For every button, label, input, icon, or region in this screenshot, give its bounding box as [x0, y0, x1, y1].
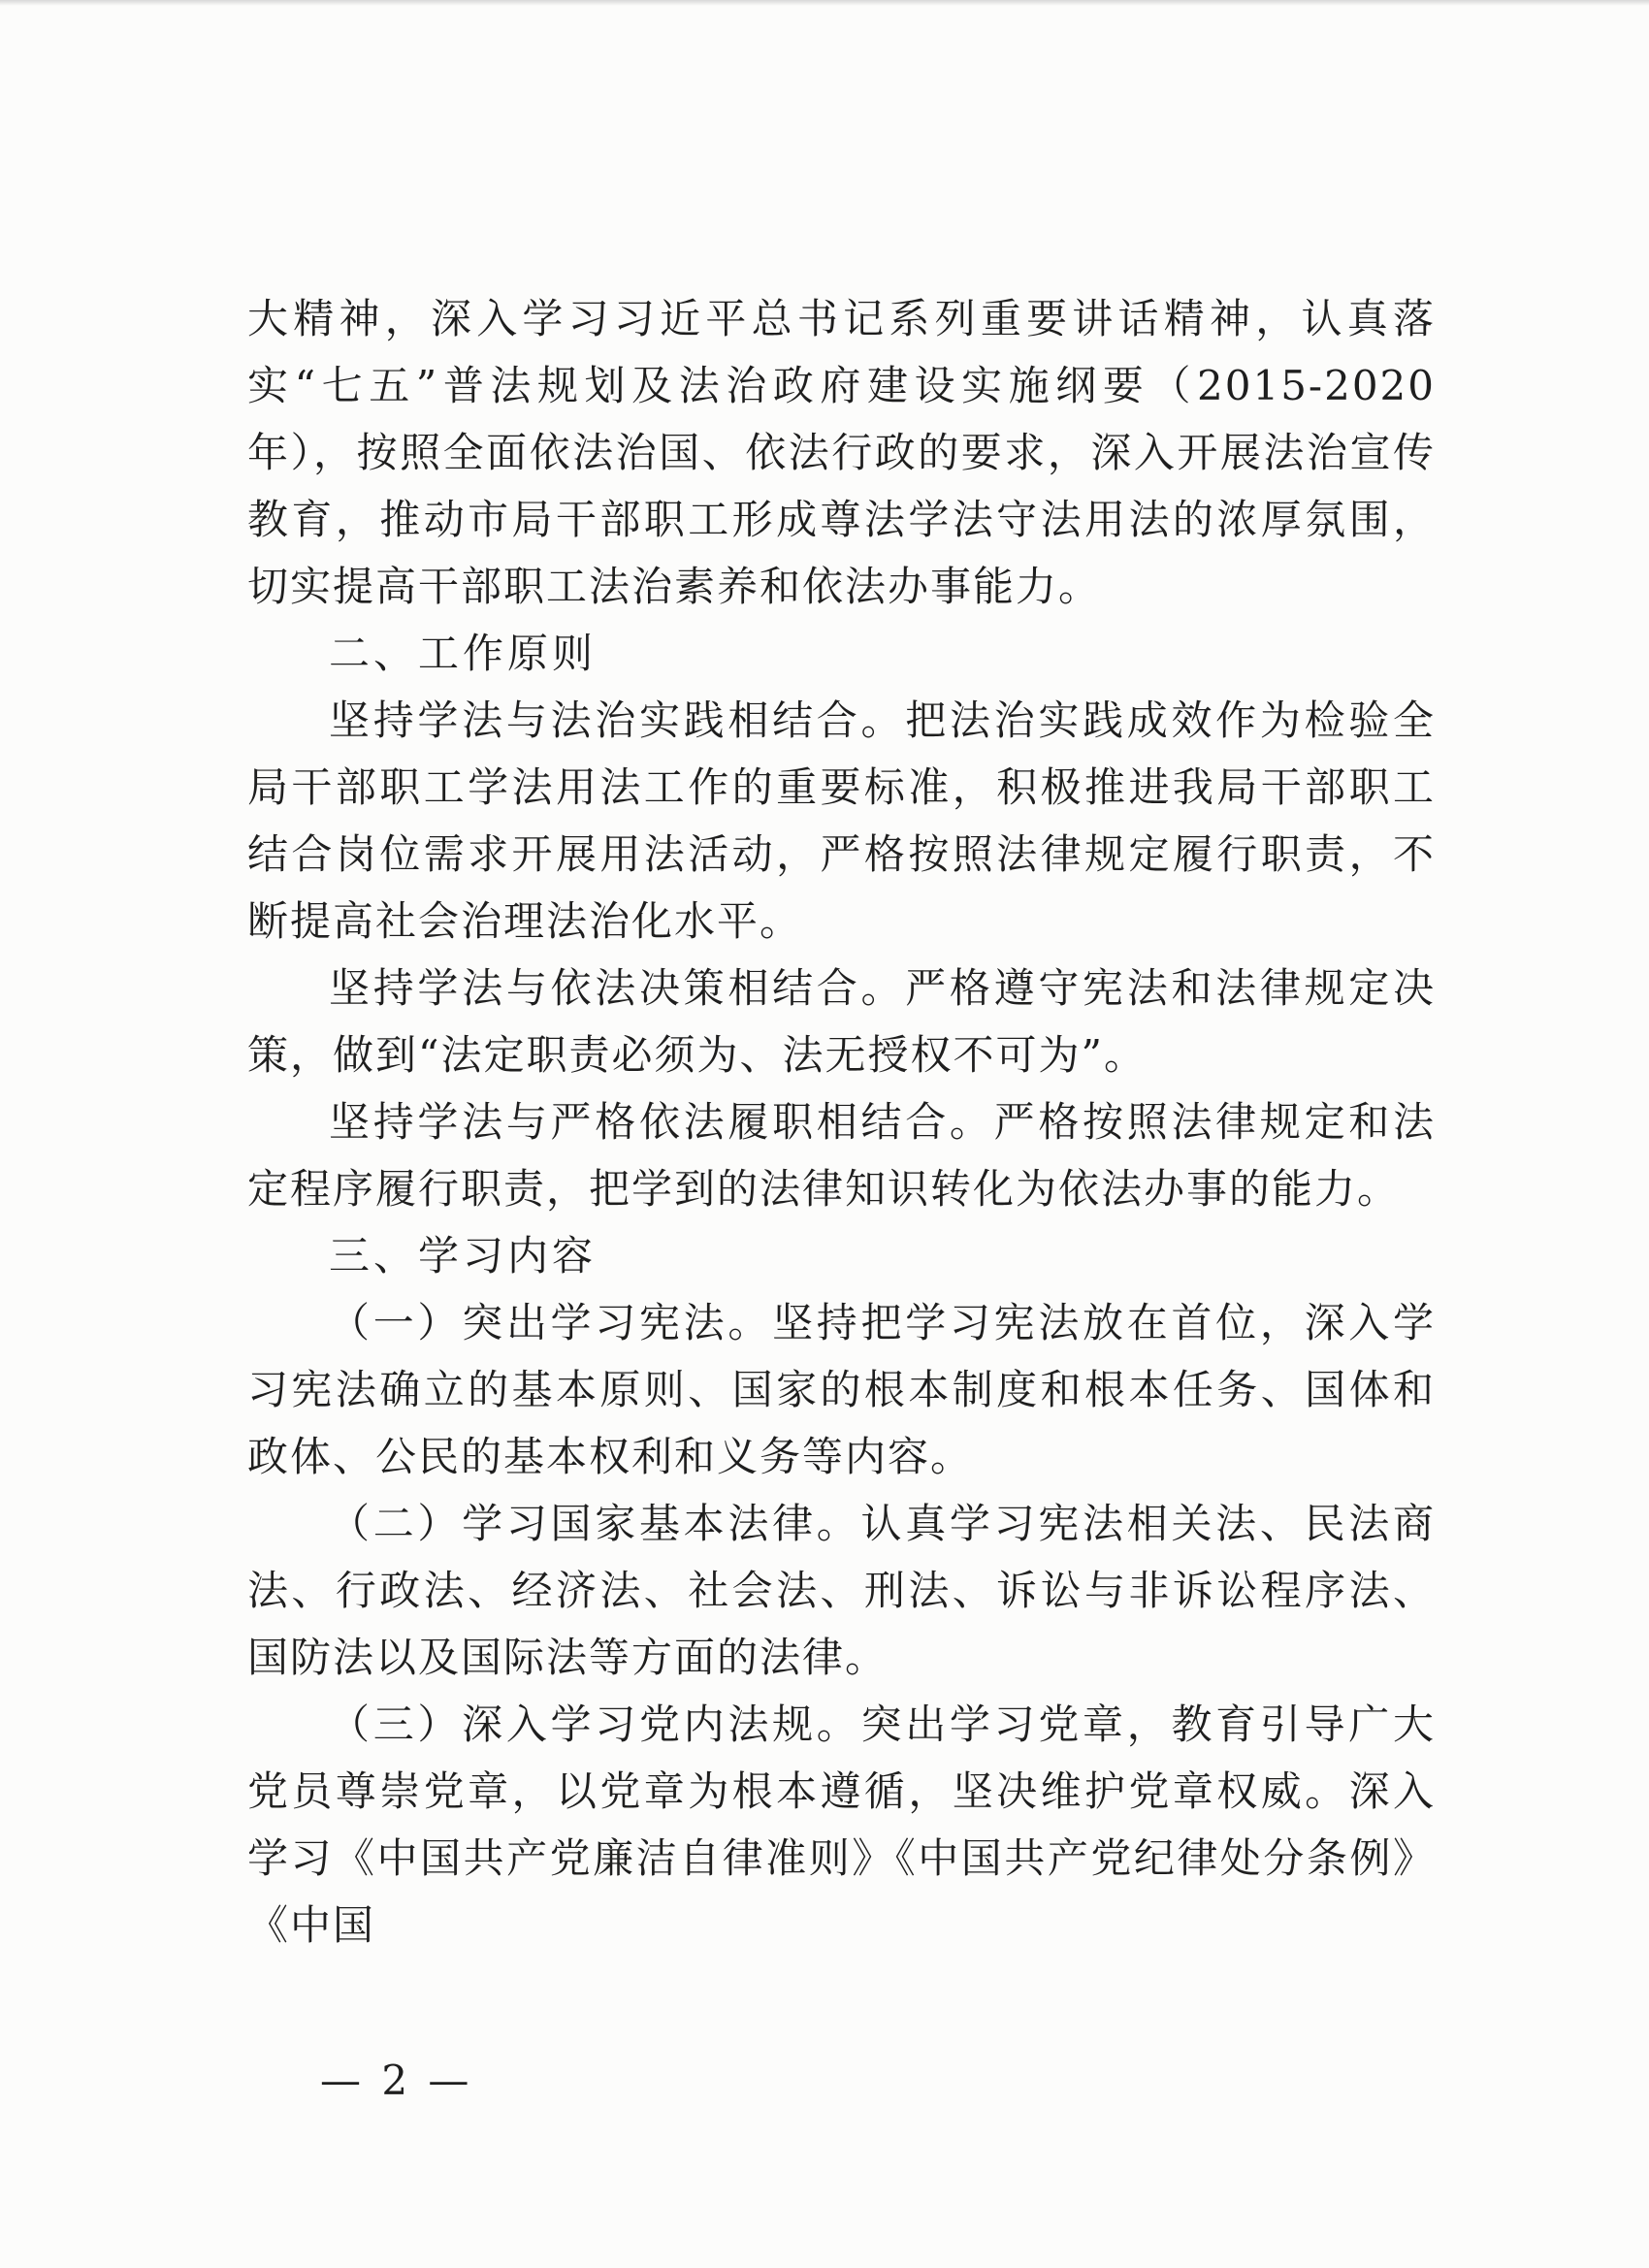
paragraph-principle-practice: 坚持学法与法治实践相结合。把法治实践成效作为检验全局干部职工学法用法工作的重要标准，积极推进我局干部职工结合岗位需求开展用法活动，严格按照法律规定履行职责，不断提高社会治理法治化水平。 — [247, 697, 1436, 945]
section-heading-study-content: 三、学习内容 — [329, 1232, 598, 1280]
document-body — [247, 285, 1436, 1959]
paragraph-study-constitution: （一）突出学习宪法。坚持把学习宪法放在首位，深入学习宪法确立的基本原则、国家的根本制度和根本任务、国体和政体、公民的基本权利和义务等内容。 — [247, 1299, 1436, 1480]
paragraph-study-party-regulations: （三）深入学习党内法规。突出学习党章，教育引导广大党员尊崇党章，以党章为根本遵循，坚决维护党章权威。深入学习《中国共产党廉洁自律准则》《中国共产党纪律处分条例》《中国 — [247, 1701, 1436, 1949]
paragraph-principle-decision: 坚持学法与依法决策相结合。严格遵守宪法和法律规定决策，做到“法定职责必须为、法无授权不可为”。 — [247, 964, 1436, 1079]
page-number: — 2 — — [320, 2057, 473, 2104]
paragraph-principle-duty: 坚持学法与严格依法履职相结合。严格按照法律规定和法定程序履行职责，把学到的法律知识转化为依法办事的能力。 — [247, 1098, 1436, 1213]
section-heading-work-principles: 二、工作原则 — [329, 630, 598, 677]
paragraph-intro-continued: 大精神，深入学习习近平总书记系列重要讲话精神，认真落实“七五”普法规划及法治政府建设实施纲要（2015-2020年），按照全面依法治国、依法行政的要求，深入开展法治宣传教育，推动市局干部职工形成尊法学法守法用法的浓厚氛围，切实提高干部职工法治素养和依法办事能力。 — [247, 295, 1436, 610]
paragraph-study-basic-laws: （二）学习国家基本法律。认真学习宪法相关法、民法商法、行政法、经济法、社会法、刑法、诉讼与非诉讼程序法、国防法以及国际法等方面的法律。 — [247, 1500, 1436, 1681]
scan-top-edge — [0, 0, 1649, 6]
